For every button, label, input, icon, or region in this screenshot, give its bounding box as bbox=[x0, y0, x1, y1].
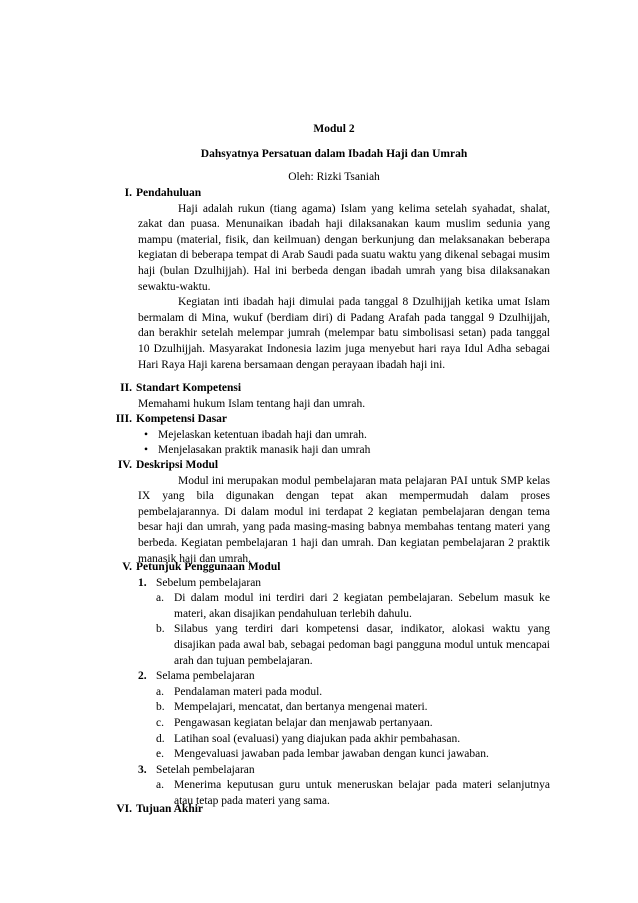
section-title: Petunjuk Penggunaan Modul bbox=[136, 561, 281, 573]
section-tujuan-akhir bbox=[110, 802, 550, 818]
item-text: Silabus yang terdiri dari kompetensi dasar, indikator, alokasi waktu yang disajikan pada awal bab, sebagai pedoman bagi pangguna modul untuk mencapai arah dan tujuan pembelajaran. bbox=[174, 623, 550, 667]
item-number: 1. bbox=[138, 576, 147, 589]
paragraph: Kegiatan inti ibadah haji dimulai pada tanggal 8 Dzulhijjah ketika umat Islam bermalam di Mina, wukuf (berdiam diri) di Padang Arafah pada tanggal 9 Dzulhijjah, dan berakhir setelah melempar jumrah (melempar batu simbolisasi setan) pada tanggal 10 Dzulhijjah. Masyarakat Indonesia lazim juga menyebut hari raya Idul Adha sebagai Hari Raya Haji karena bersamaan dengan perayaan ibadah haji ini. bbox=[138, 296, 550, 371]
lettered-item bbox=[110, 685, 550, 701]
item-letter: a. bbox=[156, 779, 164, 792]
section-number: III. bbox=[115, 413, 132, 425]
item-letter: c. bbox=[156, 716, 164, 729]
item-title: Setelah pembelajaran bbox=[156, 763, 255, 776]
list-item: • Mejelaskan ketentuan ibadah haji dan umrah. bbox=[138, 428, 550, 444]
item-text: Mengevaluasi jawaban pada lembar jawaban dengan kunci jawaban. bbox=[174, 748, 489, 761]
section-title: Tujuan Akhir bbox=[136, 803, 204, 815]
author-line: Oleh: Rizki Tsaniah bbox=[288, 171, 380, 183]
item-number: 3. bbox=[138, 763, 147, 776]
section-title: Kompetensi Dasar bbox=[136, 413, 228, 425]
document-title: Dahsyatnya Persatuan dalam Ibadah Haji dan Umrah bbox=[200, 148, 468, 160]
lettered-item bbox=[110, 732, 550, 748]
item-letter: b. bbox=[156, 701, 165, 714]
item-letter: b. bbox=[156, 623, 165, 636]
item-text: Di dalam modul ini terdiri dari 2 kegiatan pembelajaran. Sebelum masuk ke materi, akan disajikan pendahuluan terlebih dahulu. bbox=[174, 592, 550, 620]
section-number: VI. bbox=[116, 803, 132, 815]
item-text: Pendalaman materi pada modul. bbox=[174, 685, 323, 698]
section-standart-kompetensi bbox=[110, 381, 550, 412]
paragraph: Memahami hukum Islam tentang haji dan umrah. bbox=[138, 397, 366, 410]
item-letter: a. bbox=[156, 685, 164, 698]
section-title: Deskripsi Modul bbox=[136, 459, 219, 471]
numbered-item bbox=[110, 763, 550, 779]
section-number: II. bbox=[120, 382, 132, 394]
paragraph: Modul ini merupakan modul pembelajaran mata pelajaran PAI untuk SMP kelas IX yang bila digunakan dengan tepat akan mempermudah dalam proses pembelajarannya. Di dalam modul ini terdapat 2 kegiatan pembelajaran dengan tema besar haji dan umrah, yang pada masing-masing babnya membahas tentang materi yang berbeda. Kegiatan pembelajaran 1 haji dan umrah. Dan kegiatan pembelajaran 2 praktik manasik haji dan umrah. bbox=[138, 474, 550, 565]
item-number: 2. bbox=[138, 670, 147, 683]
section-number: I. bbox=[124, 187, 132, 199]
numbered-item bbox=[110, 669, 550, 685]
list-item: • Menjelasakan praktik manasik haji dan umrah bbox=[138, 443, 550, 459]
paragraph: Haji adalah rukun (tiang agama) Islam yang kelima setelah syahadat, shalat, zakat dan puasa. Menunaikan ibadah haji dilaksanakan kaum muslim sedunia yang mampu (material, fisik, dan keilmuan) dengan berkunjung dan melaksanakan beberapa kegiatan di beberapa tempat di Arab Saudi pada suatu waktu yang dikenal sebagai musim haji (bulan Dzulhijjah). Hal ini berbeda dengan ibadah umrah yang bisa dilaksanakan sewaktu-waktu. bbox=[138, 202, 550, 293]
lettered-item bbox=[110, 716, 550, 732]
bullet-list bbox=[110, 428, 550, 459]
section-deskripsi-modul bbox=[110, 458, 550, 567]
lettered-item bbox=[110, 700, 550, 716]
lettered-item bbox=[110, 747, 550, 763]
section-petunjuk-penggunaan bbox=[110, 560, 550, 810]
item-letter: e. bbox=[156, 748, 164, 761]
module-label: Modul 2 bbox=[313, 123, 355, 135]
item-letter: a. bbox=[156, 592, 164, 605]
section-title: Standart Kompetensi bbox=[136, 382, 242, 394]
section-number: IV. bbox=[117, 459, 132, 471]
lettered-item bbox=[110, 591, 550, 622]
item-text: Pengawasan kegiatan belajar dan menjawab pertanyaan. bbox=[174, 716, 433, 729]
item-text: Latihan soal (evaluasi) yang diajukan pada akhir pembahasan. bbox=[174, 732, 461, 745]
section-kompetensi-dasar bbox=[110, 412, 550, 459]
item-letter: d. bbox=[156, 732, 165, 745]
section-pendahuluan bbox=[110, 186, 550, 373]
item-title: Sebelum pembelajaran bbox=[156, 576, 262, 589]
item-text: Menerima keputusan guru untuk meneruskan belajar pada materi selanjutnya atau tetap pada materi yang sama. bbox=[174, 779, 550, 807]
lettered-item bbox=[110, 622, 550, 669]
item-title: Selama pembelajaran bbox=[156, 670, 255, 683]
numbered-item bbox=[110, 576, 550, 592]
section-number: V. bbox=[122, 561, 132, 573]
section-title: Pendahuluan bbox=[136, 187, 202, 199]
item-text: Mempelajari, mencatat, dan bertanya mengenai materi. bbox=[174, 701, 428, 714]
